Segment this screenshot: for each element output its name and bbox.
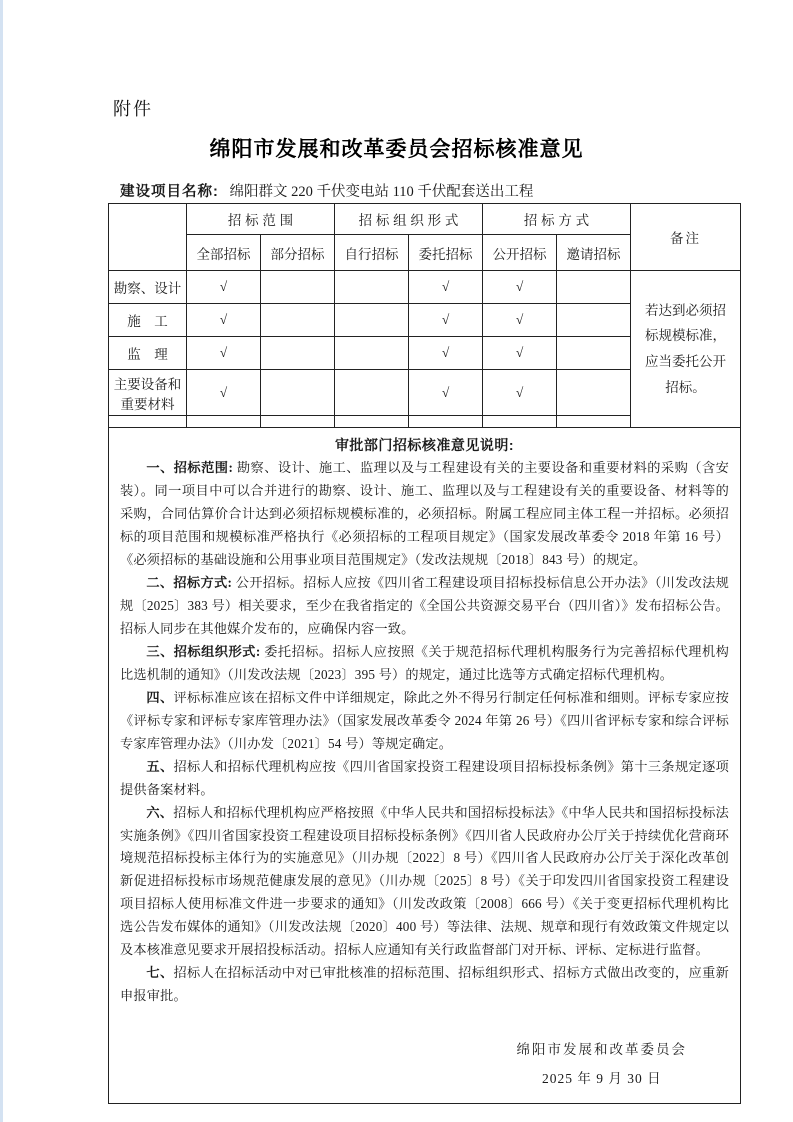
subheader-self-bidding: 自行招标: [335, 235, 409, 271]
signature-date: 2025 年 9 月 30 日: [541, 1071, 662, 1087]
row-label: 勘察、设计: [109, 271, 187, 304]
col-group-organization: 招 标 组 织 形 式: [335, 204, 483, 235]
attachment-label: 附件: [113, 99, 153, 119]
paragraph-text: 评标标准应该在招标文件中详细规定，除此之外不得另行制定任何标准和细则。评标专家应按《评标专家和评标专家库管理办法》（国家发展改革委令 2024 年第 26 号）《四川省评标专家和综合评标专家库管理办法》（川办发〔2021〕54 号）等规定确定。: [120, 689, 730, 751]
check-mark: √: [483, 271, 557, 304]
check-mark: [335, 271, 409, 304]
check-mark: [557, 337, 631, 370]
note-paragraph-4: [120, 687, 729, 756]
check-mark: √: [409, 370, 483, 416]
note-paragraph-1: [120, 457, 729, 572]
check-mark: √: [187, 304, 261, 337]
row-label: 施 工: [109, 304, 187, 337]
check-mark: √: [483, 370, 557, 416]
paragraph-lead: 六、: [146, 804, 174, 820]
check-mark: [335, 304, 409, 337]
notes-row: [109, 428, 741, 1104]
subheader-full-bidding: 全部招标: [187, 235, 261, 271]
subheader-partial-bidding: 部分招标: [261, 235, 335, 271]
subheader-open-bidding: 公开招标: [483, 235, 557, 271]
project-name-line: [120, 180, 740, 201]
remark-header: 备注: [631, 204, 741, 271]
project-name-value: 绵阳群文 220 千伏变电站 110 千伏配套送出工程: [229, 184, 534, 200]
note-paragraph-3: [120, 641, 729, 687]
check-mark: √: [483, 304, 557, 337]
subheader-invited-bidding: 邀请招标: [557, 235, 631, 271]
paragraph-text: 招标人和招标代理机构应严格按照《中华人民共和国招标投标法》《中华人民共和国招标投标法实施条例》《四川省国家投资工程建设项目招标投标条例》《四川省人民政府办公厅关于持续优化营商环境规范招标投标主体行为的实施意见》（川办规〔2022〕8 号）《四川省人民政府办公厅关于深化改革创新促进招标投标市场规范健康发展的意见》（川办规〔2025〕8 号）《关于印发四川省国家投资工程建设项目招标人使用标准文件进一步要求的通知》（川发改政策〔2008〕666 号）《关于变更招标代理机构比选公告发布媒体的通知》（川发改法规〔2020〕400 号）等法律、法规、规章和现行有效政策文件规定以及本核准意见要求开展招投标活动。招标人应通知有关行政监督部门对开标、评标、定标进行监督。: [120, 804, 730, 958]
paragraph-lead: 七、: [146, 965, 174, 981]
check-mark: √: [483, 337, 557, 370]
subheader-entrusted-bidding: 委托招标: [409, 235, 483, 271]
check-mark: [557, 304, 631, 337]
project-name-label: 建设项目名称:: [120, 184, 219, 200]
check-mark: [261, 271, 335, 304]
paragraph-lead: 一、招标范围:: [146, 460, 234, 475]
check-mark: [335, 370, 409, 416]
paragraph-text: 勘察、设计、施工、监理以及与工程建设有关的主要设备和重要材料的采购（含安装）。同一项目中可以合并进行的勘察、设计、施工、监理以及与工程建设有关的重要设备、材料等的采购，合同估算价合计达到必须招标规模标准的，必须招标。附属工程应同主体工程一并招标。必须招标的项目范围和规模标准严格执行《必须招标的工程项目规定》（国家发展改革委令 2018 年第 16 号）《必须招标的基础设施和公用事业项目范围规定》（发改法规规〔2018〕843 号）的规定。: [120, 460, 730, 567]
check-mark: [261, 304, 335, 337]
paragraph-text: 招标人在招标活动中对已审批核准的招标范围、招标组织形式、招标方式做出改变的，应重新申报审批。: [120, 965, 730, 1004]
check-mark: [261, 370, 335, 416]
header-row-groups: [109, 204, 741, 235]
check-mark: √: [187, 370, 261, 416]
check-mark: [261, 337, 335, 370]
remark-text: 若达到必须招标规模标准，应当委托公开招标。: [631, 271, 741, 428]
check-mark: [557, 370, 631, 416]
paragraph-text: 委托招标。招标人应按照《关于规范招标代理机构服务行为完善招标代理机构比选机制的通知》（川发改法规〔2023〕395 号）的规定，通过比选等方式确定招标代理机构。: [120, 643, 730, 682]
note-paragraph-5: [120, 756, 729, 802]
paragraph-lead: 四、: [146, 689, 174, 705]
notes-heading: 审批部门招标核准意见说明:: [334, 437, 515, 453]
signature-organization: 绵阳市发展和改革委员会: [516, 1042, 688, 1058]
col-group-method: 招 标 方 式: [483, 204, 631, 235]
table-row-survey-design: [109, 271, 741, 304]
check-mark: [557, 271, 631, 304]
check-mark: √: [409, 271, 483, 304]
corner-cell: [109, 204, 187, 271]
bidding-approval-table: [108, 203, 741, 1104]
check-mark: √: [409, 337, 483, 370]
paragraph-lead: 五、: [146, 758, 174, 774]
paragraph-lead: 二、招标方式:: [146, 574, 233, 590]
paragraph-text: 公开招标。招标人应按《四川省工程建设项目招标投标信息公开办法》（川发改法规规〔2025〕383 号）相关要求，至少在我省指定的《全国公共资源交易平台（四川省）》发布招标公告。招标人同步在其他媒介发布的，应确保内容一致。: [120, 574, 730, 636]
signature-block: [120, 1038, 729, 1087]
check-mark: √: [187, 271, 261, 304]
paragraph-lead: 三、招标组织形式:: [146, 643, 261, 659]
note-paragraph-6: [120, 802, 729, 963]
approval-notes-cell: [109, 428, 741, 1104]
paragraph-text: 招标人和招标代理机构应按《四川省国家投资工程建设项目招标投标条例》第十三条规定逐项提供备案材料。: [120, 758, 730, 797]
document-title: 绵阳市发展和改革委员会招标核准意见: [209, 137, 584, 161]
row-label: 主要设备和重要材料: [109, 370, 187, 416]
check-mark: √: [187, 337, 261, 370]
note-paragraph-2: [120, 572, 729, 641]
page-left-edge-tint: [0, 0, 3, 1122]
check-mark: √: [409, 304, 483, 337]
row-label: 监 理: [109, 337, 187, 370]
col-group-scope: 招 标 范 围: [187, 204, 335, 235]
check-mark: [335, 337, 409, 370]
note-paragraph-7: [120, 962, 729, 1008]
